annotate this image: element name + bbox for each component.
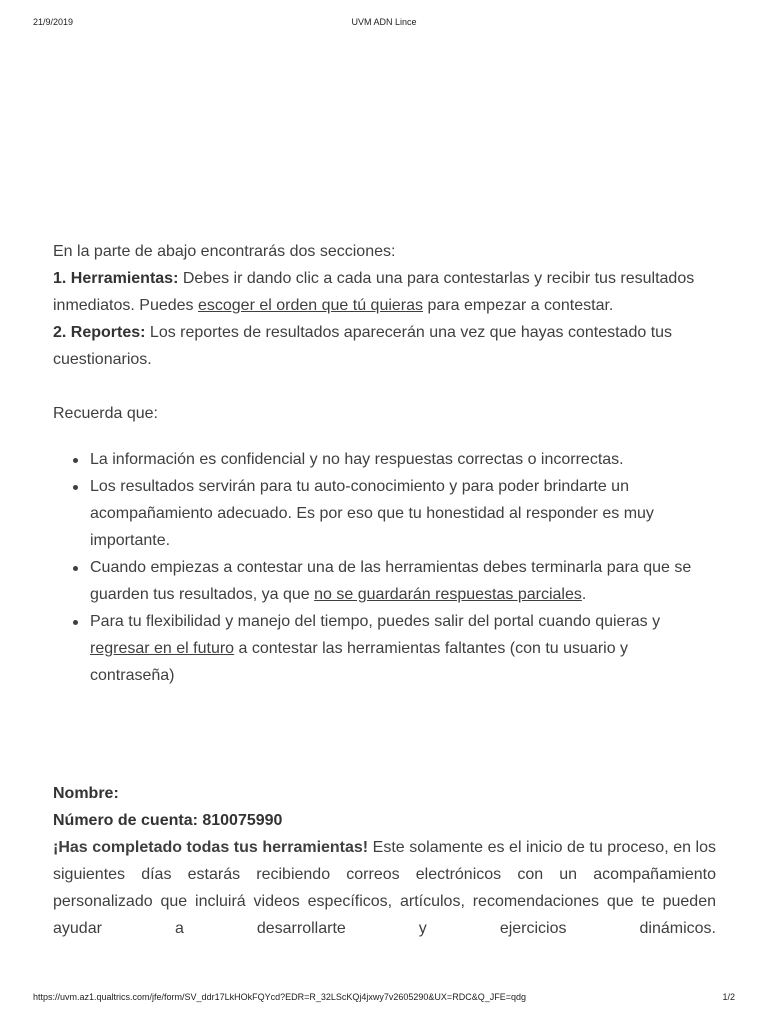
print-url: https://uvm.az1.qualtrics.com/jfe/form/SV_ddr17LkHOkFQYcd?EDR=R_32LScKQj4jxwy7v2605290&UX=RDC&Q_JFE=qdg	[33, 992, 526, 1002]
list-item: La información es confidencial y no hay respuestas correctas o incorrectas.	[90, 446, 716, 473]
print-title: UVM ADN Lince	[351, 17, 417, 27]
list-item: Cuando empiezas a contestar una de las herramientas debes terminarla para que se guarden tus resultados, ya que no se guardarán respuestas parciales.	[90, 554, 716, 608]
section-reportes	[53, 319, 716, 373]
section-herramientas-text-a: Debes ir dando clic a cada una para contestarlas y recibir tus resultados inmediatos. Puedes	[53, 270, 695, 314]
completion-section	[53, 780, 716, 942]
completion-text: Este solamente es el inicio de tu proceso, en los siguientes días estarás recibiendo correos electrónicos con un acompañamiento personalizado que incluirá videos específicos, artículos, recomendaciones que te pueden ayudar a desarrollarte y ejercicios dinámicos.	[53, 839, 716, 937]
intro-section	[53, 238, 716, 689]
account-number: Número de cuenta: 810075990	[53, 812, 283, 829]
reminder-list	[53, 446, 716, 689]
reminder-heading: Recuerda que:	[53, 405, 158, 422]
partial-answers-emphasis: no se guardarán respuestas parciales	[314, 586, 582, 603]
section-reportes-text: Los reportes de resultados aparecerán una vez que hayas contestado tus cuestionarios.	[53, 324, 673, 368]
section-reportes-title: 2. Reportes:	[53, 324, 146, 341]
section-herramientas	[53, 265, 716, 319]
bullet-icon	[73, 485, 78, 490]
print-date: 21/9/2019	[33, 17, 74, 27]
print-footer	[33, 992, 735, 1006]
section-herramientas-title: 1. Herramientas:	[53, 270, 179, 287]
completion-title: ¡Has completado todas tus herramientas!	[53, 839, 369, 856]
list-item: Los resultados servirán para tu auto-conocimiento y para poder brindarte un acompañamiento adecuado. Es por eso que tu honestidad al responder es muy importante.	[90, 473, 716, 554]
intro-line: En la parte de abajo encontrarás dos secciones:	[53, 243, 396, 260]
page-number: 1/2	[722, 992, 735, 1002]
print-header	[33, 17, 735, 31]
order-emphasis: escoger el orden que tú quieras	[197, 297, 424, 314]
bullet-icon	[73, 566, 78, 571]
name-label: Nombre:	[53, 785, 119, 802]
list-item: Para tu flexibilidad y manejo del tiempo, puedes salir del portal cuando quieras y regresar en el futuro a contestar las herramientas faltantes (con tu usuario y contraseña)	[90, 608, 716, 689]
return-future-emphasis: regresar en el futuro	[90, 640, 235, 657]
section-herramientas-text-b: para empezar a contestar.	[423, 297, 614, 314]
bullet-icon	[73, 458, 78, 463]
completion-message	[53, 834, 716, 942]
bullet-icon	[73, 620, 78, 625]
